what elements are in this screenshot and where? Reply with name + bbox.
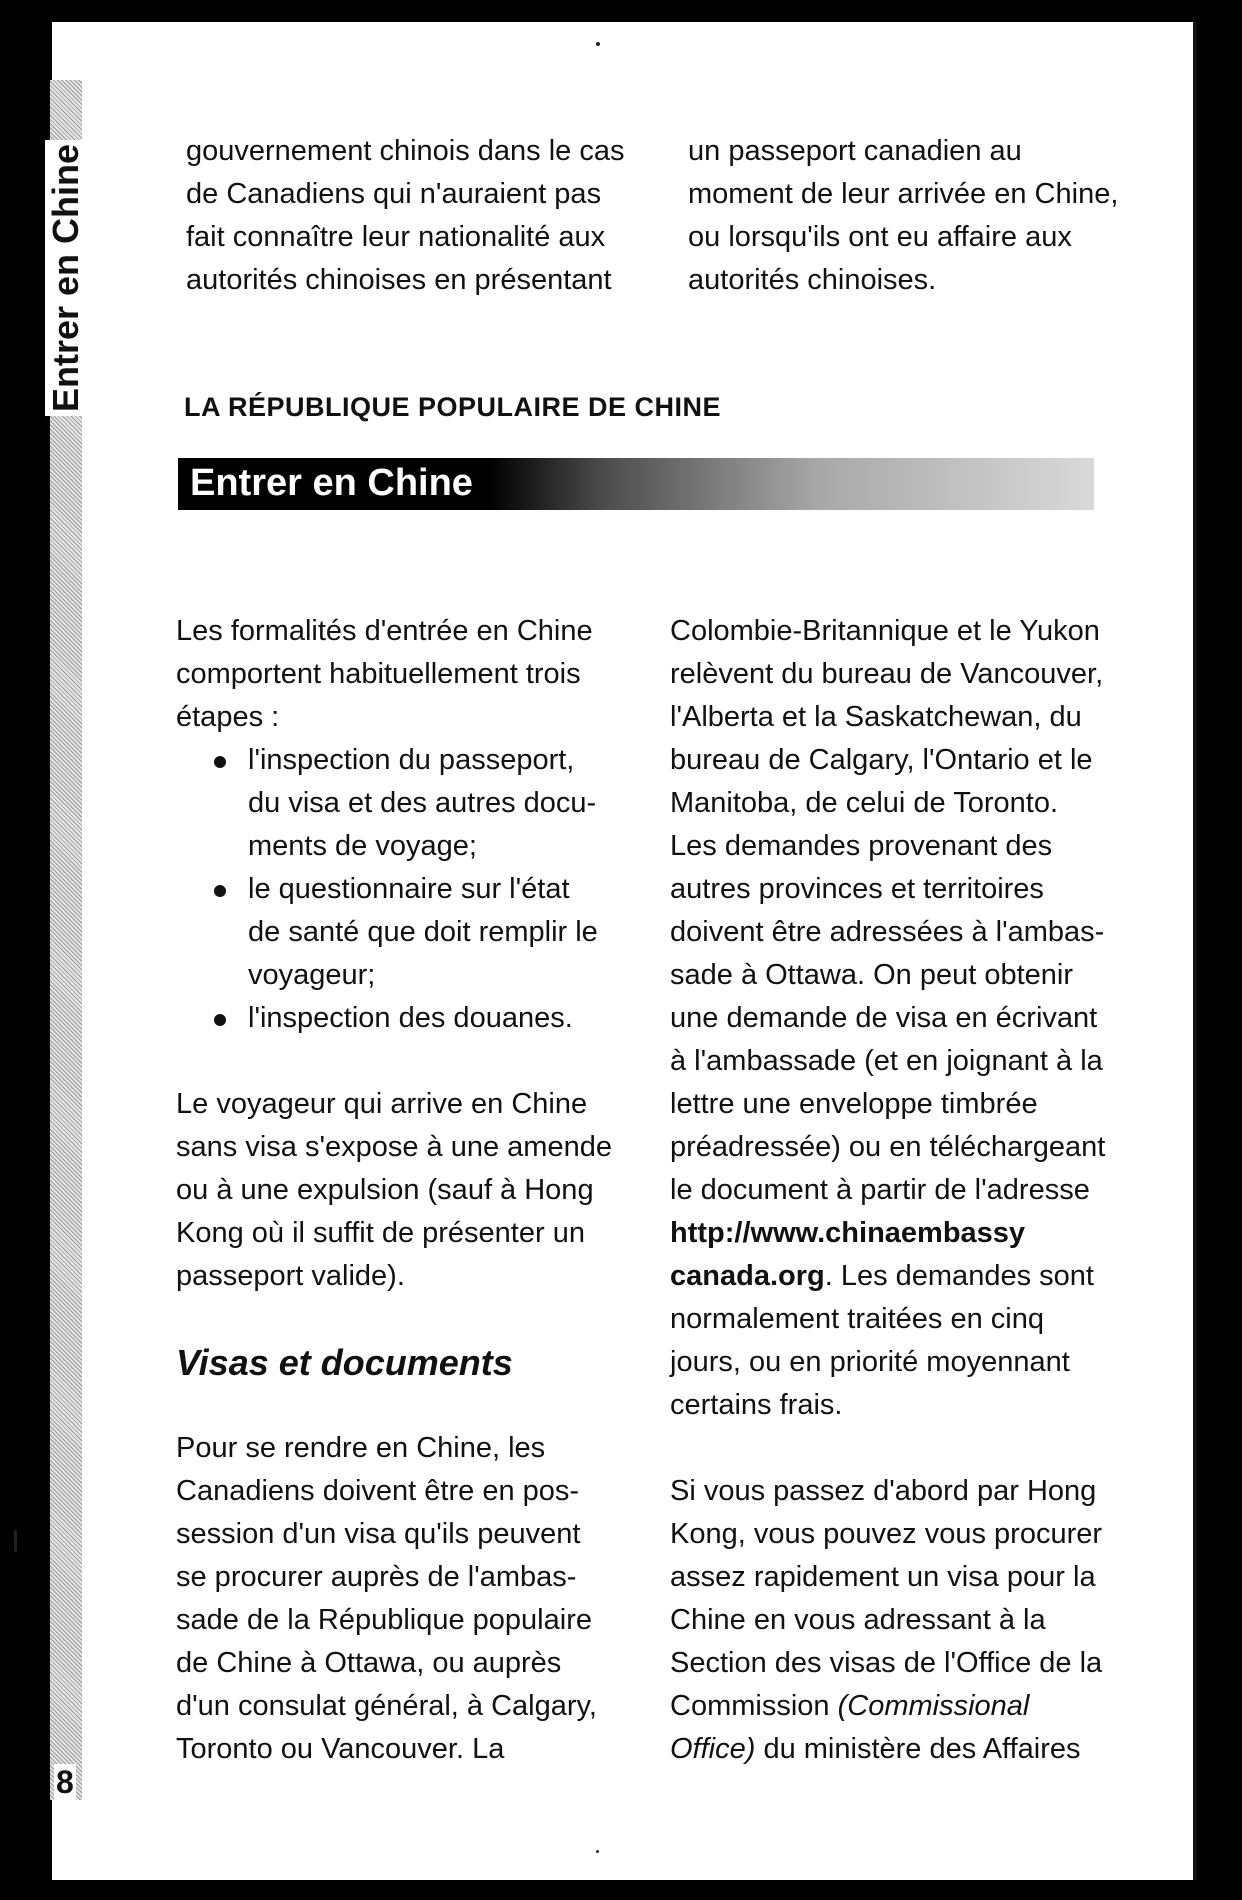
scan-speck (14, 1530, 17, 1552)
text-line: de Canadiens qui n'auraient pas (186, 178, 602, 210)
subheading: Visas et documents (176, 1342, 513, 1383)
text-line: une demande de visa en écrivant (670, 1002, 1098, 1034)
embassy-url-part2: canada.org (670, 1260, 825, 1292)
text-line: Le voyageur qui arrive en Chine (176, 1088, 588, 1120)
text-line: l'inspection du passeport, (248, 744, 575, 776)
scan-speck (596, 1850, 599, 1853)
text-line: Les demandes provenant des (670, 830, 1053, 862)
text-line: Toronto ou Vancouver. La (176, 1733, 505, 1765)
text-line: à l'ambassade (et en joignant à la (670, 1045, 1103, 1077)
text-line: sans visa s'expose à une amende (176, 1131, 612, 1163)
side-title: Entrer en Chine (45, 140, 87, 416)
top-left-paragraph (186, 130, 646, 302)
text-line: sade à Ottawa. On peut obtenir (670, 959, 1074, 991)
text-run: du ministère des Affaires (755, 1733, 1081, 1765)
text-line: autorités chinoises en présentant (186, 264, 612, 296)
right-column (670, 610, 1140, 1771)
text-line (670, 1212, 1140, 1255)
text-line: ou lorsqu'ils ont eu affaire aux (688, 221, 1072, 253)
text-line: doivent être adressées à l'ambas- (670, 916, 1105, 948)
text-line: ou à une expulsion (sauf à Hong (176, 1174, 594, 1206)
text-line: Manitoba, de celui de Toronto. (670, 787, 1059, 819)
text-line: Section des visas de l'Office de la (670, 1647, 1103, 1679)
text-line: l'Alberta et la Saskatchewan, du (670, 701, 1082, 733)
text-line: le document à partir de l'adresse (670, 1174, 1090, 1206)
text-line: moment de leur arrivée en Chine, (688, 178, 1119, 210)
text-line (670, 1685, 1140, 1728)
text-run: . Les demandes sont (824, 1260, 1094, 1292)
page-number: 8 (56, 1764, 74, 1800)
list-item (248, 868, 636, 997)
text-line: autres provinces et territoires (670, 873, 1044, 905)
text-line: un passeport canadien au (688, 135, 1022, 167)
text-line: certains frais. (670, 1389, 843, 1421)
text-line: comportent habituellement trois (176, 658, 581, 690)
text-line: préadressée) ou en téléchargeant (670, 1131, 1106, 1163)
text-line: ments de voyage; (248, 830, 477, 862)
page-edge (1193, 22, 1197, 1880)
text-line: sade de la République populaire (176, 1604, 592, 1636)
text-line: l'inspection des douanes. (248, 1002, 573, 1034)
text-line: bureau de Calgary, l'Ontario et le (670, 744, 1093, 776)
text-line: gouvernement chinois dans le cas (186, 135, 625, 167)
left-column (176, 610, 636, 1771)
section-banner (178, 458, 1094, 510)
text-line: de santé que doit remplir le (248, 916, 598, 948)
text-line: session d'un visa qu'ils peuvent (176, 1518, 581, 1550)
text-line: normalement traitées en cinq (670, 1303, 1044, 1335)
text-line (670, 1255, 1140, 1298)
text-run-italic: Office) (670, 1733, 756, 1765)
text-run-italic: (Commissional (837, 1690, 1030, 1722)
text-line: fait connaître leur nationalité aux (186, 221, 606, 253)
text-line: assez rapidement un visa pour la (670, 1561, 1096, 1593)
text-line: passeport valide). (176, 1260, 405, 1292)
embassy-url-part1: http://www.chinaembassy (670, 1217, 1026, 1249)
text-line: autorités chinoises. (688, 264, 937, 296)
text-line: voyageur; (248, 959, 376, 991)
text-line: se procurer auprès de l'ambas- (176, 1561, 577, 1593)
text-line: relèvent du bureau de Vancouver, (670, 658, 1104, 690)
text-line: Colombie-Britannique et le Yukon (670, 615, 1100, 647)
scan-speck (596, 42, 600, 46)
text-line: du visa et des autres docu- (248, 787, 597, 819)
running-head: LA RÉPUBLIQUE POPULAIRE DE CHINE (184, 392, 722, 422)
text-line: lettre une enveloppe timbrée (670, 1088, 1038, 1120)
text-line: Chine en vous adressant à la (670, 1604, 1046, 1636)
section-title: Entrer en Chine (190, 462, 473, 504)
text-line: de Chine à Ottawa, ou auprès (176, 1647, 562, 1679)
text-line (670, 1728, 1140, 1771)
text-line: Kong où il suffit de présenter un (176, 1217, 585, 1249)
text-run: Commission (670, 1690, 838, 1722)
text-line: Pour se rendre en Chine, les (176, 1432, 546, 1464)
text-line: jours, ou en priorité moyennant (670, 1346, 1070, 1378)
text-line: Kong, vous pouvez vous procurer (670, 1518, 1103, 1550)
bullet-list (176, 739, 636, 1040)
text-line: Si vous passez d'abord par Hong (670, 1475, 1097, 1507)
top-right-paragraph (688, 130, 1158, 302)
text-line: le questionnaire sur l'état (248, 873, 570, 905)
text-line: d'un consulat général, à Calgary, (176, 1690, 597, 1722)
text-line: Canadiens doivent être en pos- (176, 1475, 580, 1507)
text-line: étapes : (176, 701, 280, 733)
text-line: Les formalités d'entrée en Chine (176, 615, 593, 647)
list-item (248, 997, 636, 1040)
list-item (248, 739, 636, 868)
